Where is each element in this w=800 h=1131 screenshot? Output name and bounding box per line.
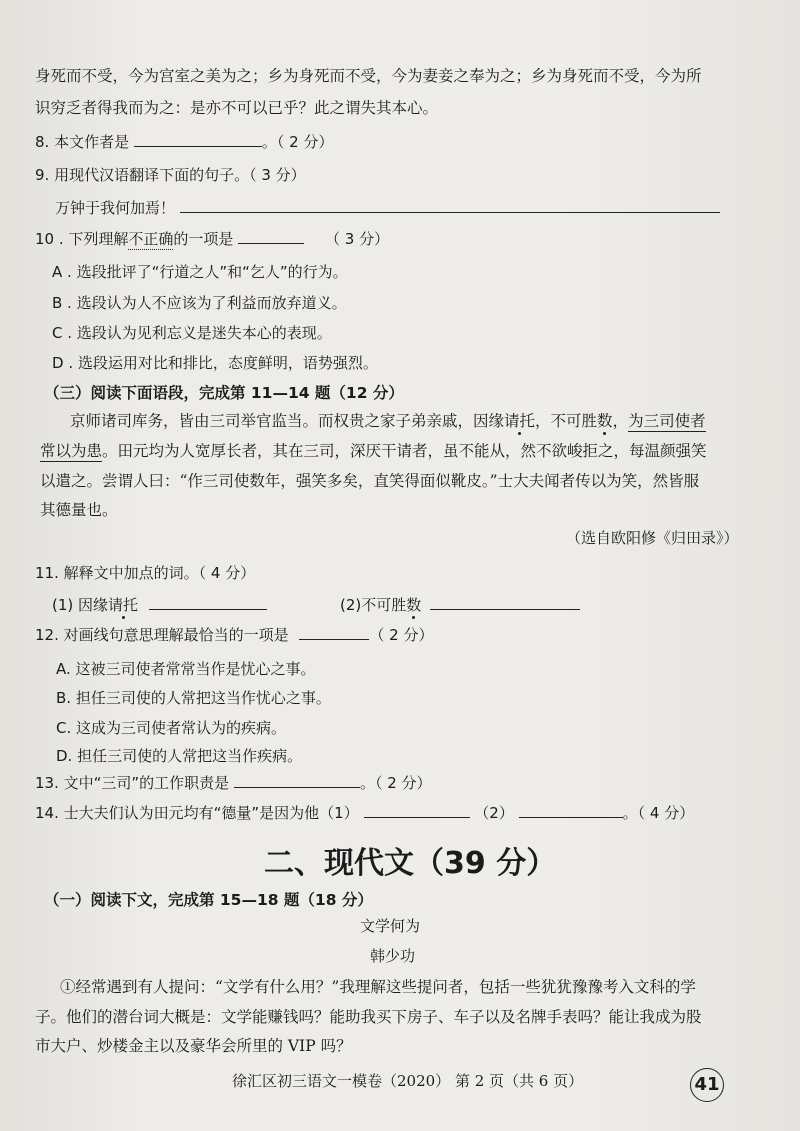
section-title: 二、现代文（39 分） <box>264 846 557 881</box>
item-label: (1) 因缘 <box>52 596 109 614</box>
article-author: 韩少功 <box>370 947 416 965</box>
question-11-item1 <box>52 594 267 615</box>
underlined-sentence: 常以为患 <box>40 442 103 460</box>
option-d: D. 担任三司使的人常把这当作疾病。 <box>56 747 303 765</box>
question-text: 12. 对画线句意思理解最恰当的一项是 <box>35 626 289 644</box>
article-title: 文学何为 <box>360 917 421 935</box>
question-13 <box>35 772 432 793</box>
dotted-word: 数 <box>406 596 422 614</box>
page-badge: 41 <box>690 1068 724 1102</box>
classical-passage-line: 以遣之。尝谓人曰：“作三司使数年，强笑多矣，直笑得面似靴皮。”士大夫闻者传以为笑，然皆服 <box>40 472 700 490</box>
question-14 <box>35 802 694 823</box>
passage-text: 京师诸司库务，皆由三司举官监当。而权贵之家子弟亲戚，因缘 <box>70 412 505 430</box>
question-points: （ 3 分） <box>325 230 390 248</box>
section-heading: （三）阅读下面语段，完成第 11—14 题（12 分） <box>44 384 404 402</box>
answer-blank[interactable] <box>134 132 262 147</box>
answer-blank[interactable] <box>430 595 580 610</box>
article-paragraph-line: 子。他们的潜台词大概是：文学能赚钱吗？能助我买下房子、车子以及名牌手表吗？能让我成为股 <box>35 1008 702 1026</box>
question-9-sentence <box>55 197 720 218</box>
question-10 <box>35 228 389 249</box>
passage-line: 身死而不受，今为宫室之美为之；乡为身死而不受，今为妻妾之奉为之；乡为身死而不受，今为所 <box>35 67 702 85</box>
reading-heading: （一）阅读下文，完成第 15—18 题（18 分） <box>44 891 373 909</box>
question-points: 。（ 4 分） <box>622 804 695 822</box>
answer-blank[interactable] <box>519 803 623 818</box>
dotted-word: 请托 <box>504 412 536 430</box>
option-b: B. 担任三司使的人常把这当作忧心之事。 <box>56 689 331 707</box>
answer-blank[interactable] <box>149 595 267 610</box>
option-a: A . 选段批评了“行道之人”和“乞人”的行为。 <box>52 263 348 281</box>
passage-text: ，不可胜 <box>535 412 598 430</box>
option-c: C . 选段认为见利忘义是迷失本心的表现。 <box>52 324 332 342</box>
answer-blank[interactable] <box>238 229 304 244</box>
question-text: 14. 士大夫们认为田元均有“德量”是因为他（1） <box>35 804 359 822</box>
item-label: （2） <box>474 804 514 822</box>
passage-text: ， <box>612 412 629 430</box>
question-points: 。（ 2 分） <box>359 774 432 792</box>
item-label: (2)不可胜 <box>340 596 407 614</box>
classical-passage-line <box>70 409 706 431</box>
answer-blank[interactable] <box>364 803 470 818</box>
page-footer: 徐汇区初三语文一模卷（2020） 第 2 页（共 6 页） <box>232 1072 584 1090</box>
passage-line: 识穷乏者得我而为之：是亦不可以已乎？此之谓失其本心。 <box>35 99 439 117</box>
question-9: 9. 用现代汉语翻译下面的句子。（ 3 分） <box>35 166 306 184</box>
underlined-sentence: 为三司使者 <box>628 412 706 430</box>
dotted-word: 请托 <box>108 596 139 614</box>
classical-passage-line: 其德量也。 <box>40 501 118 519</box>
emphasis-text: 不正确 <box>128 230 174 248</box>
passage-text: 。田元均为人宽厚长者，其在三司，深厌干请者，虽不能从，然不欲峻拒之，每温颜强笑 <box>102 442 707 460</box>
option-b: B . 选段认为人不应该为了利益而放弃道义。 <box>52 294 347 312</box>
question-text: 的一项是 <box>173 230 234 248</box>
question-12 <box>35 624 434 645</box>
question-8 <box>35 131 333 152</box>
classical-passage-line <box>40 439 707 461</box>
answer-blank[interactable] <box>234 773 360 788</box>
sentence-text: 万钟于我何加焉！ <box>55 199 176 217</box>
question-points: （ 2 分） <box>369 626 434 644</box>
option-d: D . 选段运用对比和排比，态度鲜明，语势强烈。 <box>52 354 378 372</box>
article-paragraph-line: ①经常遇到有人提问：“文学有什么用？”我理解这些提问者，包括一些犹犹豫豫考入文科的学 <box>60 978 696 996</box>
article-paragraph-line: 市大户、炒楼金主以及豪华会所里的 VIP 吗？ <box>35 1037 352 1055</box>
passage-source: （选自欧阳修《归田录》） <box>566 529 739 547</box>
question-text: 8. 本文作者是 <box>35 133 130 151</box>
dotted-word: 数 <box>597 412 613 430</box>
answer-blank[interactable] <box>180 198 720 213</box>
question-text: 13. 文中“三司”的工作职责是 <box>35 774 230 792</box>
question-points: 。（ 2 分） <box>261 133 334 151</box>
question-11: 11. 解释文中加点的词。（ 4 分） <box>35 564 256 582</box>
option-a: A. 这被三司使者常常当作是忧心之事。 <box>56 660 316 678</box>
question-text: 10 . 下列理解 <box>35 230 129 248</box>
answer-blank[interactable] <box>299 625 369 640</box>
option-c: C. 这成为三司使者常认为的疾病。 <box>56 719 287 737</box>
question-11-item2 <box>340 594 580 615</box>
